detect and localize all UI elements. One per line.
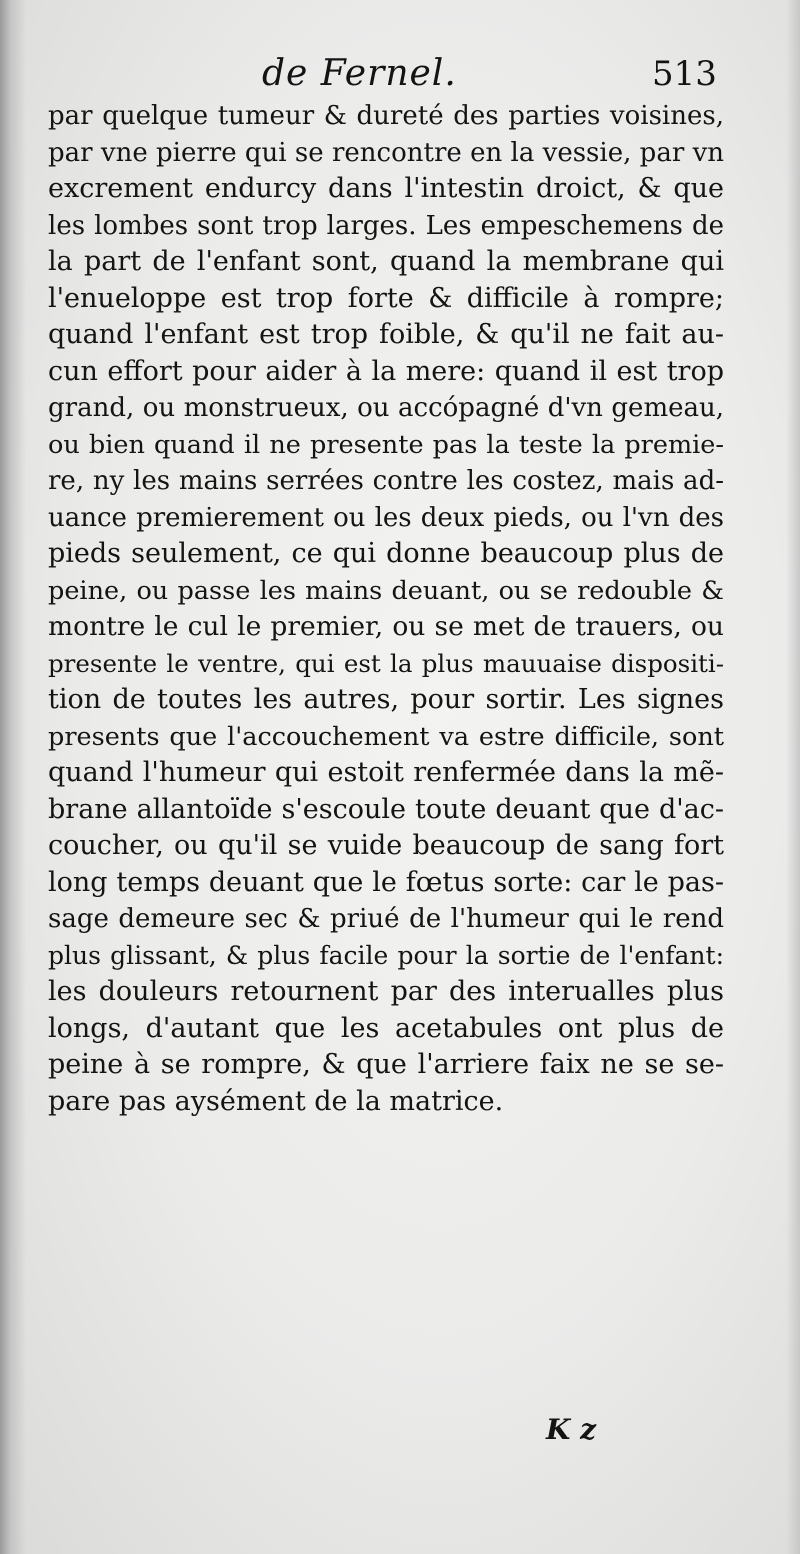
text-line: excrement endurcy dans l'intestin droict, & que: [48, 173, 724, 204]
text-line: longs, d'autant que les acetabules ont plus de: [48, 1012, 724, 1044]
text-line: long temps deuant que le fœtus sorte: car le pas-: [48, 866, 724, 898]
text-line: montre le cul le premier, ou se met de trauers, ou: [48, 611, 724, 642]
text-line: peine à se rompre, & que l'arriere faix ne se se-: [48, 1049, 724, 1080]
text-line: tion de toutes les autres, pour sortir. Les signes: [48, 684, 724, 715]
text-line-last: pare pas aysément de la matrice.: [48, 1085, 504, 1117]
text-line: par quelque tumeur & dureté des parties voisines,: [48, 101, 724, 131]
text-line: grand, ou monstrueux, ou accópagné d'vn gemeau,: [48, 393, 724, 423]
page-number: 513: [652, 54, 717, 94]
text-line: quand l'enfant est trop foible, & qu'il ne fait au-: [48, 319, 724, 350]
text-line: re, ny les mains serrées contre les costez, mais ad-: [48, 466, 724, 496]
gutter-shadow: [0, 0, 26, 1554]
text-line: cun effort pour aider à la mere: quand il est trop: [48, 355, 724, 387]
signature-mark: K z: [546, 1413, 596, 1446]
text-line: les lombes sont trop larges. Les empeschemens de: [48, 210, 724, 241]
text-line: coucher, ou qu'il se vuide beaucoup de sang fort: [48, 830, 724, 861]
text-line: ou bien quand il ne presente pas la teste la premie-: [48, 429, 724, 460]
text-line: la part de l'enfant sont, quand la membrane qui: [48, 246, 724, 277]
text-line: presente le ventre, qui est la plus mauuaise dispositi-: [48, 648, 724, 678]
text-line: par vne pierre qui se rencontre en la vessie, par vn: [48, 137, 724, 168]
running-title: de Fernel.: [262, 53, 457, 94]
text-line: sage demeure sec & priué de l'humeur qui le rend: [48, 904, 724, 934]
body-text: [48, 98, 724, 1120]
text-line: presents que l'accouchement va estre difficile, sont: [48, 721, 724, 752]
running-head: [0, 46, 800, 106]
text-line: plus glissant, & plus facile pour la sortie de l'enfant:: [48, 940, 724, 970]
text-line: quand l'humeur qui estoit renfermée dans la mẽ-: [48, 757, 724, 788]
text-line: brane allantoïde s'escoule toute deuant que d'ac-: [48, 793, 724, 825]
text-line: l'enueloppe est trop forte & difficile à rompre;: [48, 282, 724, 314]
text-line: les douleurs retournent par des interualles plus: [48, 976, 724, 1007]
text-line: pieds seulement, ce qui donne beaucoup plus de: [48, 538, 724, 569]
text-line: peine, ou passe les mains deuant, ou se redouble &: [48, 575, 724, 606]
page-edge-shadow: [786, 0, 800, 1554]
text-line: uance premierement ou les deux pieds, ou l'vn des: [48, 502, 724, 533]
